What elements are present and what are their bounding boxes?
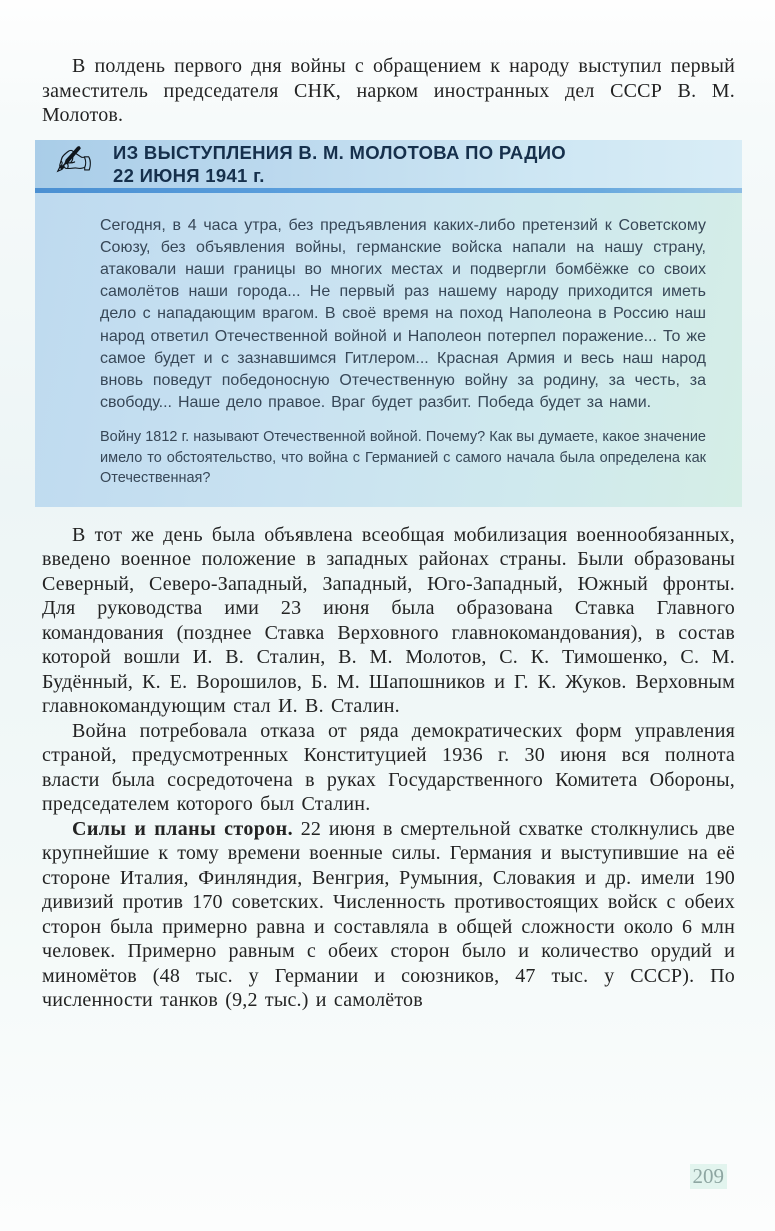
- paragraph-body-text: 22 июня в смертельной схватке столкнулись две крупнейшие к тому времени военные силы. Германия и выступившие на её стороне Италия, Финляндия, Венгрия, Румыния, Словакия и др. имели 190 дивизий против 170 советских. Численность противостоящих войск с обеих сторон была примерно равна и составляла в общей сложности около 6 млн человек. Примерно равным с обеих сторон было и количество орудий и миномётов (48 тыс. у Германии и союзников, 47 тыс. у СССР). По численности танков (9,2 тыс.) и самолётов: [42, 817, 736, 1012]
- source-box-header: [35, 135, 742, 188]
- source-title-line2: 22 ИЮНЯ 1941 г.: [113, 164, 265, 186]
- body-paragraph-2: Война потребовала отказа от ряда демократических форм управления страной, предусмотренных Конституцией 1936 г. 30 июня вся полнота власти была сосредоточена в руках Государственного Комитета Обороны, председателем которого был Сталин.: [42, 719, 735, 816]
- writing-hand-icon: ✍: [55, 135, 93, 187]
- paragraph-bold-lead: Силы и планы сторон.: [72, 817, 293, 840]
- question-text: Войну 1812 г. называют Отечественной войной. Почему? Как вы думаете, какое значение имело то обстоятельство, что война с Германией с самого начала была определена как Отечественная?: [100, 429, 706, 487]
- source-title-line1: ИЗ ВЫСТУПЛЕНИЯ В. М. МОЛОТОВА ПО РАДИО: [113, 141, 566, 163]
- quote-panel: [35, 193, 742, 507]
- intro-paragraph: В полдень первого дня войны с обращением к народу выступил первый заместитель председателя СНК, нарком иностранных дел СССР В. М. Молотов.: [42, 55, 735, 126]
- body-paragraph-3: [42, 817, 735, 1013]
- source-box-title: [113, 141, 566, 187]
- body-paragraph-1: В тот же день была объявлена всеобщая мобилизация военнообязанных, введено военное положение в западных районах страны. Были образованы Северный, Северо-Западный, Западный, Юго-Западный, Южный фронты. Для руководства ими 23 июня была образована Ставка Главного командования (позднее Ставка Верховного главнокомандования), в состав которой вошли И. В. Сталин, В. М. Молотов, С. К. Тимошенко, С. М. Будённый, К. Е. Ворошилов, Б. М. Шапошников и Г. К. Жуков. Верховным главнокомандующим стал И. В. Сталин.: [42, 523, 735, 718]
- quote-text: Сегодня, в 4 часа утра, без предъявления каких-либо претензий к Советскому Союзу, без объявления войны, германские войска напали на нашу страну, атаковали наши границы во многих местах и подвергли бомбёжке со своих самолётов наши города... Не первый раз нашему народу приходится иметь дело с нападающим врагом. В своё время на поход Наполеона в Россию наш народ ответил Отечественной войной и Наполеон потерпел поражение... То же самое будет и с зазнавшимся Гитлером... Красная Армия и весь наш народ вновь поведут победоносную Отечественную войну за родину, за честь, за свободу... Наше дело правое. Враг будет разбит. Победа будет за нами.: [100, 216, 706, 412]
- source-box: [35, 135, 742, 507]
- page-number: 209: [690, 1164, 728, 1189]
